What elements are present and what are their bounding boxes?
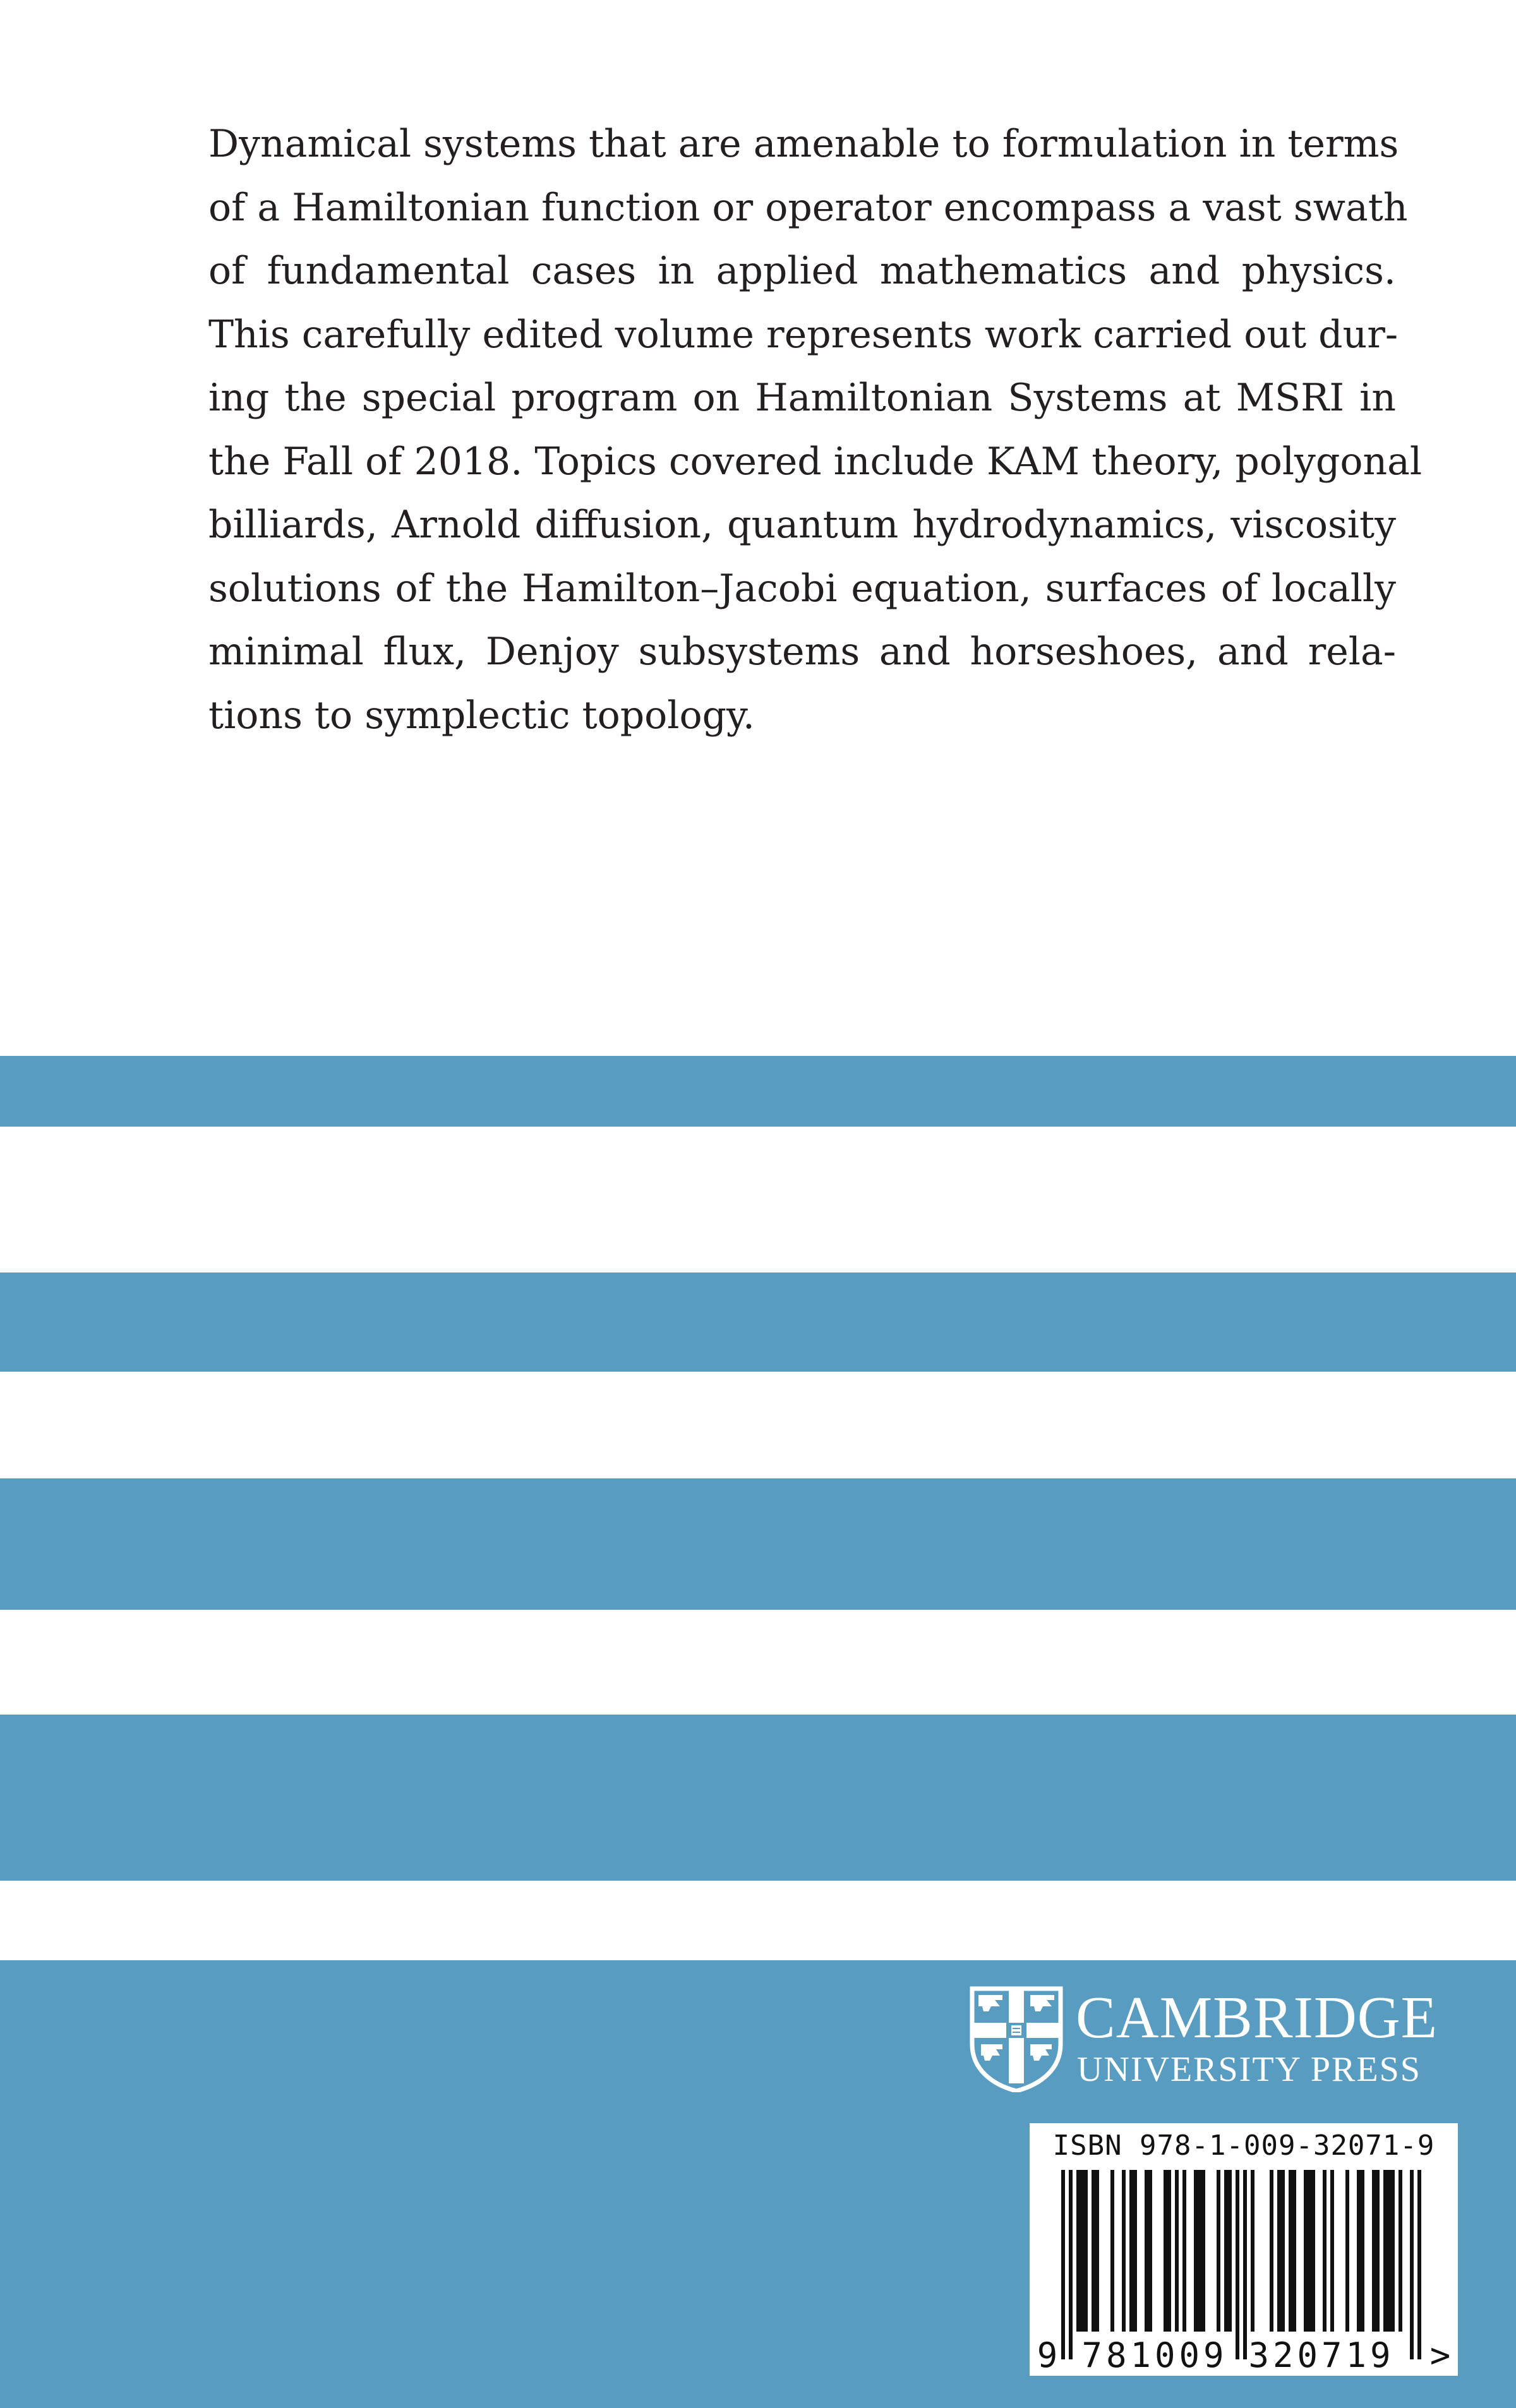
barcode-bar bbox=[1080, 2170, 1084, 2332]
barcode-bar bbox=[1372, 2170, 1376, 2332]
barcode-bar bbox=[1182, 2170, 1186, 2332]
publisher-logo bbox=[970, 1986, 1475, 2094]
barcode-left-digits: 781009 bbox=[1081, 2335, 1228, 2371]
barcode-bar bbox=[1323, 2170, 1326, 2332]
barcode-bar bbox=[1228, 2170, 1232, 2332]
barcode-guard-bar bbox=[1410, 2170, 1414, 2359]
blurb-line: Dynamical systems that are amenable to formulation in terms bbox=[208, 122, 1399, 166]
barcode-bar bbox=[1387, 2170, 1391, 2332]
cover-blurb bbox=[208, 112, 1423, 747]
barcode-bar bbox=[1224, 2170, 1228, 2332]
barcode-first-digit: 9 bbox=[1037, 2335, 1058, 2371]
barcode-bar bbox=[1330, 2170, 1334, 2332]
barcode-guard-bar bbox=[1417, 2170, 1421, 2359]
barcode-bar bbox=[1092, 2170, 1095, 2332]
barcode-bar bbox=[1391, 2170, 1395, 2332]
blurb-line: minimal flux, Denjoy subsystems and horseshoes, and rela- bbox=[208, 630, 1396, 674]
barcode-bar bbox=[1148, 2170, 1152, 2332]
barcode-end-mark: > bbox=[1429, 2335, 1451, 2371]
isbn-label: ISBN 978-1-009-32071-9 bbox=[1052, 2129, 1435, 2162]
barcode-bars bbox=[1036, 2170, 1452, 2371]
barcode-right-digits: 320719 bbox=[1248, 2335, 1395, 2371]
barcode-bar bbox=[1376, 2170, 1380, 2332]
barcode-bar bbox=[1194, 2170, 1198, 2332]
barcode-bar bbox=[1281, 2170, 1285, 2332]
blurb-line: This carefully edited volume represents work carried out dur- bbox=[208, 312, 1399, 357]
blurb-line: tions to symplectic topology. bbox=[208, 693, 755, 738]
barcode-guard-bar bbox=[1061, 2170, 1065, 2359]
barcode-bar bbox=[1277, 2170, 1281, 2332]
barcode-guard-bar bbox=[1069, 2170, 1073, 2359]
publisher-name: CAMBRIDGE bbox=[1076, 1985, 1438, 2051]
barcode-bar bbox=[1129, 2170, 1133, 2332]
isbn-barcode bbox=[1030, 2123, 1458, 2376]
barcode-bar bbox=[1145, 2170, 1148, 2332]
barcode-bar bbox=[1110, 2170, 1114, 2332]
blurb-line: the Fall of 2018. Topics covered include KAM theory, polygonal bbox=[208, 439, 1423, 484]
barcode-bar bbox=[1270, 2170, 1273, 2332]
barcode-bar bbox=[1361, 2170, 1364, 2332]
barcode-bar bbox=[1345, 2170, 1349, 2332]
barcode-bar bbox=[1304, 2170, 1308, 2332]
barcode-guard-bar bbox=[1243, 2170, 1247, 2359]
barcode-bar bbox=[1201, 2170, 1205, 2332]
barcode-bar bbox=[1198, 2170, 1201, 2332]
barcode-bar bbox=[1357, 2170, 1361, 2332]
barcode-bar bbox=[1167, 2170, 1171, 2332]
barcode-bar bbox=[1311, 2170, 1315, 2332]
barcode-bar bbox=[1217, 2170, 1220, 2332]
blurb-line: of fundamental cases in applied mathematics and physics. bbox=[208, 249, 1396, 293]
decorative-stripe bbox=[0, 1056, 1516, 1127]
decorative-stripe bbox=[0, 1273, 1516, 1372]
blurb-line: of a Hamiltonian function or operator encompass a vast swath bbox=[208, 185, 1408, 230]
publisher-subtitle: UNIVERSITY PRESS bbox=[1077, 2050, 1421, 2089]
cambridge-shield-icon bbox=[970, 1986, 1063, 2092]
barcode-bar bbox=[1122, 2170, 1126, 2332]
decorative-stripe bbox=[0, 1478, 1516, 1610]
barcode-bar bbox=[1164, 2170, 1167, 2332]
barcode-bar bbox=[1133, 2170, 1137, 2332]
blurb-line: solutions of the Hamilton–Jacobi equation, surfaces of locally bbox=[208, 566, 1396, 611]
barcode-bar bbox=[1251, 2170, 1254, 2332]
blurb-line: billiards, Arnold diffusion, quantum hydrodynamics, viscosity bbox=[208, 503, 1396, 547]
decorative-stripe bbox=[0, 1715, 1516, 1881]
barcode-bar bbox=[1084, 2170, 1088, 2332]
barcode-bar bbox=[1175, 2170, 1179, 2332]
blurb-line: ing the special program on Hamiltonian Systems at MSRI in bbox=[208, 376, 1396, 420]
barcode-bar bbox=[1289, 2170, 1292, 2332]
barcode-bar bbox=[1076, 2170, 1080, 2332]
barcode-bar bbox=[1095, 2170, 1099, 2332]
barcode-bar bbox=[1292, 2170, 1296, 2332]
barcode-bar bbox=[1399, 2170, 1402, 2332]
barcode-bar bbox=[1383, 2170, 1387, 2332]
barcode-guard-bar bbox=[1236, 2170, 1239, 2359]
barcode-bar bbox=[1308, 2170, 1311, 2332]
